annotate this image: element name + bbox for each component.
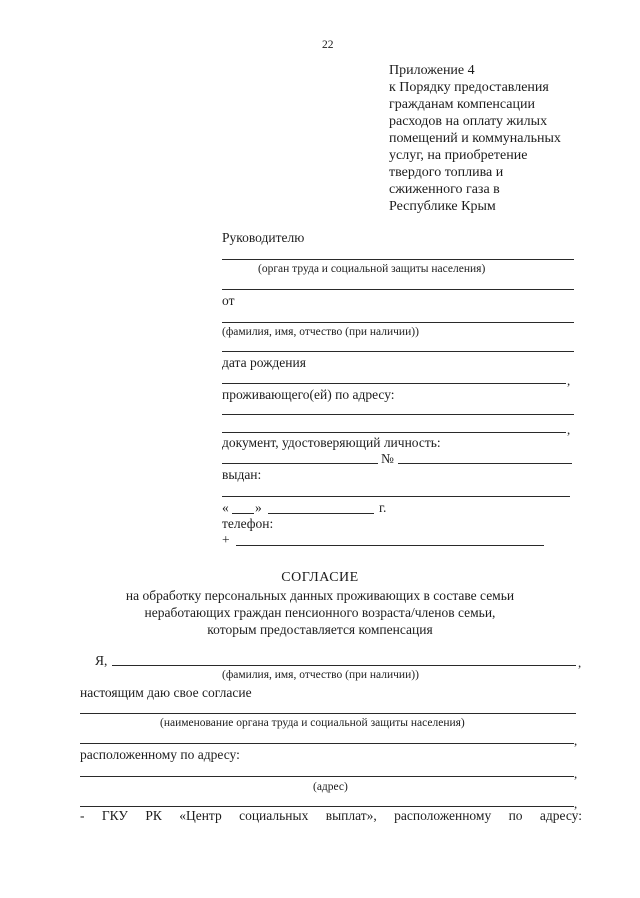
comma: , xyxy=(574,796,578,811)
phone-label: телефон: xyxy=(222,516,274,531)
year-suffix: г. xyxy=(379,500,387,515)
organ-line[interactable] xyxy=(222,259,574,260)
phone-line[interactable] xyxy=(236,545,544,546)
number-sign: № xyxy=(381,451,394,466)
organ-caption: (орган труда и социальной защиты населения) xyxy=(258,263,486,275)
issued-line[interactable] xyxy=(222,496,570,497)
agree-text: настоящим даю свое согласие xyxy=(80,685,252,700)
date-close-quote: » xyxy=(255,500,262,515)
consent-fio-caption: (фамилия, имя, отчество (при наличии)) xyxy=(222,669,419,681)
appendix-line: Приложение 4 xyxy=(389,63,475,78)
gku-word: ГКУ xyxy=(101,808,128,823)
appendix-line: гражданам компенсации xyxy=(389,97,535,112)
comma: , xyxy=(578,655,582,670)
address-caption: (адрес) xyxy=(313,781,348,793)
addressee-label: Руководителю xyxy=(222,230,305,245)
located-address-line-2[interactable] xyxy=(80,806,574,807)
gku-word: РК xyxy=(145,808,162,823)
appendix-line: расходов на оплату жилых xyxy=(389,114,548,129)
consent-subtitle-line: на обработку персональных данных проживающих в составе семьи xyxy=(125,588,515,603)
date-open-quote: « xyxy=(222,500,229,515)
appendix-line: к Порядку предоставления xyxy=(389,80,549,95)
consent-fio-line[interactable] xyxy=(112,665,576,666)
gku-word: социальных xyxy=(239,808,309,823)
document-label: документ, удостоверяющий личность: xyxy=(222,435,441,450)
date-month-line[interactable] xyxy=(268,513,374,514)
located-label: расположенному по адресу: xyxy=(80,747,240,762)
date-day-line[interactable] xyxy=(232,513,254,514)
appendix-line: Республике Крым xyxy=(389,199,496,214)
appendix-line: сжиженного газа в xyxy=(389,182,500,197)
gku-word: адресу: xyxy=(539,808,582,823)
organ-line-2[interactable] xyxy=(222,289,574,290)
appendix-line: услуг, на приобретение xyxy=(389,148,528,163)
consent-subtitle-line: неработающих граждан пенсионного возраста/членов семьи, xyxy=(144,605,496,620)
fio-caption: (фамилия, имя, отчество (при наличии)) xyxy=(222,326,419,338)
located-address-line[interactable] xyxy=(80,776,574,777)
from-line[interactable] xyxy=(222,322,574,323)
appendix-block xyxy=(389,62,609,215)
consent-organ-caption: (наименование органа труда и социальной защиты населения) xyxy=(160,717,465,729)
gku-word: - xyxy=(80,808,85,823)
consent-subtitle-line: которым предоставляется компенсация xyxy=(207,622,433,637)
consent-title: СОГЛАСИЕ xyxy=(281,570,359,585)
i-label: Я, xyxy=(95,653,108,668)
comma: , xyxy=(574,733,578,748)
gku-word: «Центр xyxy=(179,808,222,823)
address-label: проживающего(ей) по адресу: xyxy=(222,387,395,402)
document-number-line[interactable] xyxy=(398,463,572,464)
organ-name-line[interactable] xyxy=(80,713,576,714)
appendix-line: помещений и коммунальных xyxy=(389,131,561,146)
appendix-line: твердого топлива и xyxy=(389,165,504,180)
birth-label: дата рождения xyxy=(222,355,306,370)
birth-line[interactable] xyxy=(222,383,566,384)
from-label: от xyxy=(222,293,235,308)
issued-label: выдан: xyxy=(222,467,262,482)
document-series-line[interactable] xyxy=(222,463,378,464)
comma: , xyxy=(567,422,571,437)
comma: , xyxy=(567,373,571,388)
organ-name-line-2[interactable] xyxy=(80,743,574,744)
address-line-2[interactable] xyxy=(222,432,566,433)
gku-line xyxy=(80,808,582,824)
comma: , xyxy=(574,766,578,781)
fio-line-2[interactable] xyxy=(222,351,574,352)
gku-word: по xyxy=(508,808,523,823)
gku-word: расположенному xyxy=(394,808,492,823)
page-number: 22 xyxy=(322,39,334,51)
gku-word: выплат», xyxy=(325,808,377,823)
address-line-1[interactable] xyxy=(222,414,574,415)
phone-prefix: + xyxy=(222,532,230,547)
